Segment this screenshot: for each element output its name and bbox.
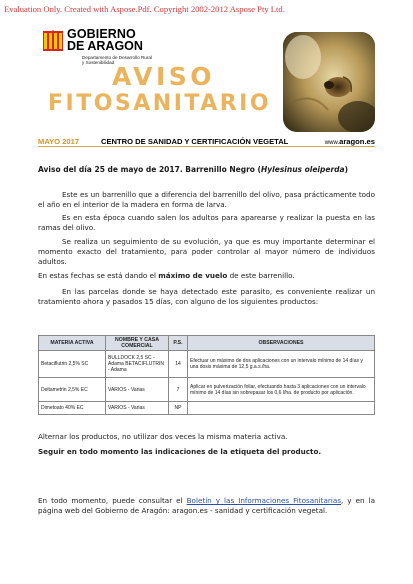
col-materia-activa: MATERIA ACTIVA (39, 336, 106, 351)
table-header-row (39, 336, 375, 351)
logo-subtitle-line1: Departamento de Desarrollo Rural (82, 55, 152, 60)
follow-label-note: Seguir en todo momento las indicaciones de la etiqueta del producto. (38, 447, 322, 456)
center-name: CENTRO DE SANIDAD Y CERTIFICACIÓN VEGETAL (101, 137, 289, 146)
logo-line1: GOBIERNO (67, 27, 136, 41)
table-row (39, 378, 375, 402)
cell-nombre: BULLDOCK 2,5 SC - Adama BETACIFLUTRIN - Adama (106, 351, 169, 378)
table-row (39, 402, 375, 415)
cell-ps: NP (169, 402, 188, 415)
beetle-photo-image (283, 32, 375, 132)
title-fitosanitario: FITOSANITARIO (48, 91, 272, 116)
notice-heading: Aviso del día 25 de mayo de 2017. Barrenillo Negro (Hylesinus oleiperda) (38, 165, 349, 174)
cell-observaciones: Aplicar en pulverización foliar, efectuando hasta 3 aplicaciones con un intervalo mínimo de 14 días sin sobrepasar los 0,6 l/ha. de producto por aplicación. (188, 378, 375, 402)
products-table (38, 335, 375, 415)
cell-ps: 7 (169, 378, 188, 402)
cell-nombre: VARIOS - Varias (106, 402, 169, 415)
cell-observaciones (188, 402, 375, 415)
cell-observaciones: Efectuar un máximo de dos aplicaciones con un intervalo mínimo de 14 días y una dosis máxima de 12,5 g.a.s./ha. (188, 351, 375, 378)
col-nombre-casa: NOMBRE Y CASA COMERCIAL (106, 336, 169, 351)
paragraph-1: Este es un barrenillo que a diferencia del barrenillo del olivo, pasa prácticamente todo el año en el interior de la madera en forma de larva. (38, 190, 375, 209)
bulletin-date: MAYO 2017 (38, 137, 80, 146)
logo-line2: DE ARAGON (67, 39, 143, 53)
aragon-shield-icon (42, 30, 64, 52)
paragraph-3: Se realiza un seguimiento de su evolución, ya que es muy importante determinar el momento exacto del tratamiento, para poder controlar al mayor número de individuos adultos. (38, 237, 375, 266)
cell-nombre: VARIOS - Varias (106, 378, 169, 402)
paragraph-5: En las parcelas donde se haya detectado este parasito, es conveniente realizar un tratamiento ahora y pasados 15 días, con alguno de los siguientes productos: (38, 287, 375, 306)
cell-materia: Dimetoato 40% EC (39, 402, 106, 415)
website-label: www.aragon.es (324, 137, 375, 146)
col-observaciones: OBSERVACIONES (188, 336, 375, 351)
boletin-link[interactable]: Boletín y las Informaciones Fitosanitarias (186, 496, 341, 505)
cell-materia: Deltametrin 2,5% EC (39, 378, 106, 402)
watermark-text: Evaluation Only. Created with Aspose.Pdf. Copyright 2002-2012 Aspose Pty Ltd. (4, 4, 285, 14)
title-aviso: AVISO (112, 62, 216, 91)
alternate-products-note: Alternar los productos, no utilizar dos veces la misma materia activa. (38, 432, 288, 441)
paragraph-2: Es en esta época cuando salen los adultos para aparearse y realizar la puesta en las ramas del olivo. (38, 213, 375, 232)
beetle-photo (283, 32, 375, 132)
paragraph-4: En estas fechas se está dando el máximo de vuelo de este barrenillo. (38, 271, 295, 280)
table-row (39, 351, 375, 378)
col-ps: P.S. (169, 336, 188, 351)
logo-subtitle-line2: y Sostenibilidad (82, 60, 115, 66)
cell-materia: Betaciflutrin 2,5% SC (39, 351, 106, 378)
header-divider (38, 146, 375, 147)
cell-ps: 14 (169, 351, 188, 378)
consult-paragraph: En todo momento, puede consultar el Boletín y las Informaciones Fitosanitarias, y en la página web del Gobierno de Aragón: aragon.es - sanidad y certificación vegetal. (38, 496, 375, 515)
